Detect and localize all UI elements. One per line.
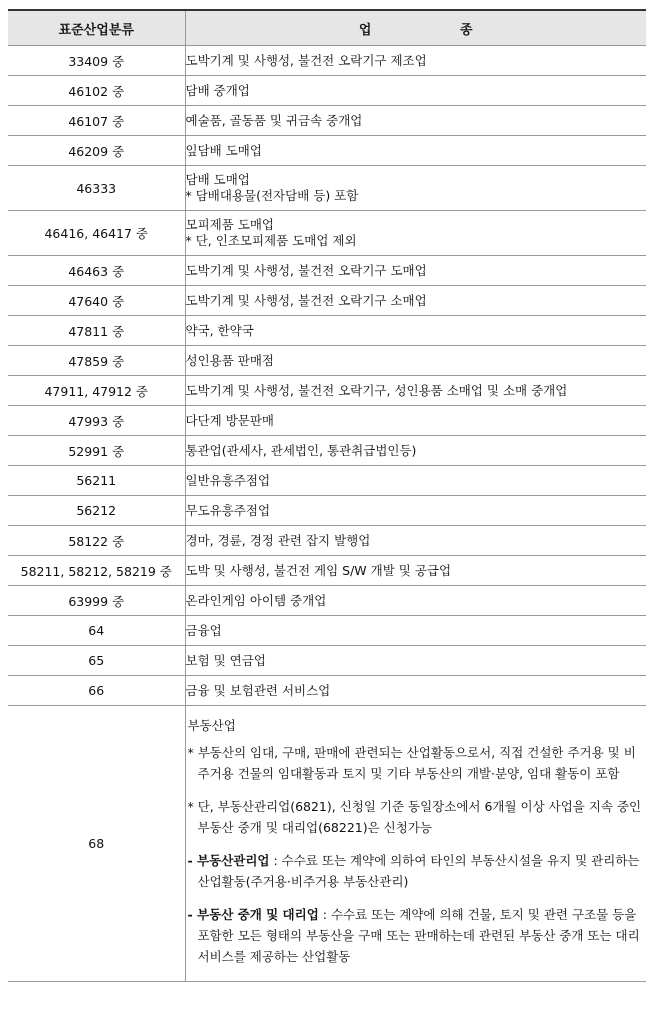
row-code: 52991 중: [8, 436, 185, 466]
row-description-line: 약국, 한약국: [185, 322, 254, 338]
row-code: 46107 중: [8, 106, 185, 136]
table-row: [8, 676, 646, 706]
row-code: 58211, 58212, 58219 중: [8, 556, 185, 586]
row-description: [185, 436, 646, 466]
row-description-line: 금융 및 보험관련 서비스업: [185, 682, 331, 698]
row-description: [185, 106, 646, 136]
table-row: [8, 646, 646, 676]
row-description-line: 잎담배 도매업: [185, 142, 262, 158]
table-row: [8, 436, 646, 466]
row-code: 47911, 47912 중: [8, 376, 185, 406]
row-code: 65: [8, 646, 185, 676]
table-row: [8, 316, 646, 346]
row-description-line: 보험 및 연금업: [185, 652, 266, 668]
row-description: [185, 646, 646, 676]
header-classification: 표준산업분류: [8, 10, 185, 46]
table-row: [8, 76, 646, 106]
row-code: 33409 중: [8, 46, 185, 76]
row-description: [185, 286, 646, 316]
table-row: [8, 466, 646, 496]
row-code: 56212: [8, 496, 185, 526]
row-description-line: 통관업(관세사, 관세법인, 통관취급법인등): [185, 442, 417, 458]
row-description: [185, 136, 646, 166]
row-description-line: 일반유흥주점업: [185, 472, 271, 488]
row-code: 46416, 46417 중: [8, 211, 185, 256]
row-description-line: 담배 도매업: [185, 172, 250, 187]
table-row: [8, 166, 646, 211]
table-body: [8, 46, 646, 982]
row-description-line: 다단계 방문판매: [185, 412, 274, 428]
row-code: 47859 중: [8, 346, 185, 376]
table-row: [8, 136, 646, 166]
row-description-line: 모피제품 도매업: [185, 217, 274, 232]
row-code: 46333: [8, 166, 185, 211]
row-code: 63999 중: [8, 586, 185, 616]
table-row: [8, 46, 646, 76]
row-description: [185, 676, 646, 706]
table-row: [8, 376, 646, 406]
row-code: 68: [8, 706, 185, 982]
row-code: 46463 중: [8, 256, 185, 286]
row-code: 46102 중: [8, 76, 185, 106]
real-estate-title: 부동산업: [187, 718, 236, 733]
table-row: [8, 346, 646, 376]
row-description: [185, 46, 646, 76]
row-description: [185, 406, 646, 436]
row-description: [185, 316, 646, 346]
row-description: [185, 256, 646, 286]
row-description-line: 도박기계 및 사행성, 불건전 오락기구 소매업: [185, 292, 427, 308]
row-description: [185, 556, 646, 586]
row-description: [185, 586, 646, 616]
table-row: [8, 211, 646, 256]
row-code: 56211: [8, 466, 185, 496]
row-description-line: 성인용품 판매점: [185, 352, 274, 368]
real-estate-item-2: - 부동산 중개 및 대리업 : 수수료 또는 계약에 의해 건물, 토지 및 관련 구조물 등을 포함한 모든 형태의 부동산을 구매 또는 판매하는데 관련된 부동산 중개 또는 대리 서비스를 제공하는 산업활동: [187, 907, 640, 964]
row-description: [185, 376, 646, 406]
row-code: 47811 중: [8, 316, 185, 346]
row-code: 58122 중: [8, 526, 185, 556]
row-description-line: 예술품, 골동품 및 귀금속 중개업: [185, 112, 363, 128]
row-code: 66: [8, 676, 185, 706]
table-header-row: [8, 10, 646, 46]
table-row: [8, 496, 646, 526]
table-row: [8, 286, 646, 316]
row-description-line: 온라인게임 아이템 중개업: [185, 592, 327, 608]
row-description-line: 도박 및 사행성, 불건전 게임 S/W 개발 및 공급업: [185, 562, 452, 578]
table-row-real-estate: [8, 706, 646, 982]
table-row: [8, 556, 646, 586]
row-description-line: * 담배대용물(전자담배 등) 포함: [185, 188, 359, 203]
row-description-line: 도박기계 및 사행성, 불건전 오락기구, 성인용품 소매업 및 소매 중개업: [185, 382, 568, 398]
industry-classification-table: [8, 9, 646, 982]
row-description-line: * 단, 인조모피제품 도매업 제외: [185, 233, 357, 248]
row-description-line: 도박기계 및 사행성, 불건전 오락기구 도매업: [185, 262, 427, 278]
row-code: 47640 중: [8, 286, 185, 316]
row-description: [185, 166, 646, 211]
row-description-line: 도박기계 및 사행성, 불건전 오락기구 제조업: [185, 52, 427, 68]
row-description: [185, 346, 646, 376]
real-estate-item-1: - 부동산관리업 : 수수료 또는 계약에 의하여 타인의 부동산시설을 유지 및 관리하는 산업활동(주거용·비주거용 부동산관리): [187, 853, 640, 889]
real-estate-note-2: * 단, 부동산관리업(6821), 신청일 기준 동일장소에서 6개월 이상 사업을 지속 중인 부동산 중개 및 대리업(68221)은 신청가능: [187, 799, 642, 835]
row-description: [185, 76, 646, 106]
row-code: 46209 중: [8, 136, 185, 166]
table-row: [8, 616, 646, 646]
row-description-line: 금융업: [185, 622, 222, 638]
row-description: [185, 526, 646, 556]
row-description-line: 경마, 경륜, 경정 관련 잡지 발행업: [185, 532, 371, 548]
row-description-line: 무도유흥주점업: [185, 502, 271, 518]
row-code: 47993 중: [8, 406, 185, 436]
header-industry: 업 종: [185, 10, 646, 46]
table-row: [8, 586, 646, 616]
table-row: [8, 256, 646, 286]
row-code: 64: [8, 616, 185, 646]
table-row: [8, 406, 646, 436]
table-row: [8, 106, 646, 136]
row-description: [185, 616, 646, 646]
row-description-line: 담배 중개업: [185, 82, 250, 98]
row-description: [185, 466, 646, 496]
row-description: [185, 496, 646, 526]
real-estate-note-1: * 부동산의 임대, 구매, 판매에 관련되는 산업활동으로서, 직접 건설한 주거용 및 비주거용 건물의 임대활동과 토지 및 기타 부동산의 개발·분양, 임대 활동이 포함: [187, 745, 636, 781]
table-row: [8, 526, 646, 556]
row-description: [185, 706, 646, 982]
row-description: [185, 211, 646, 256]
